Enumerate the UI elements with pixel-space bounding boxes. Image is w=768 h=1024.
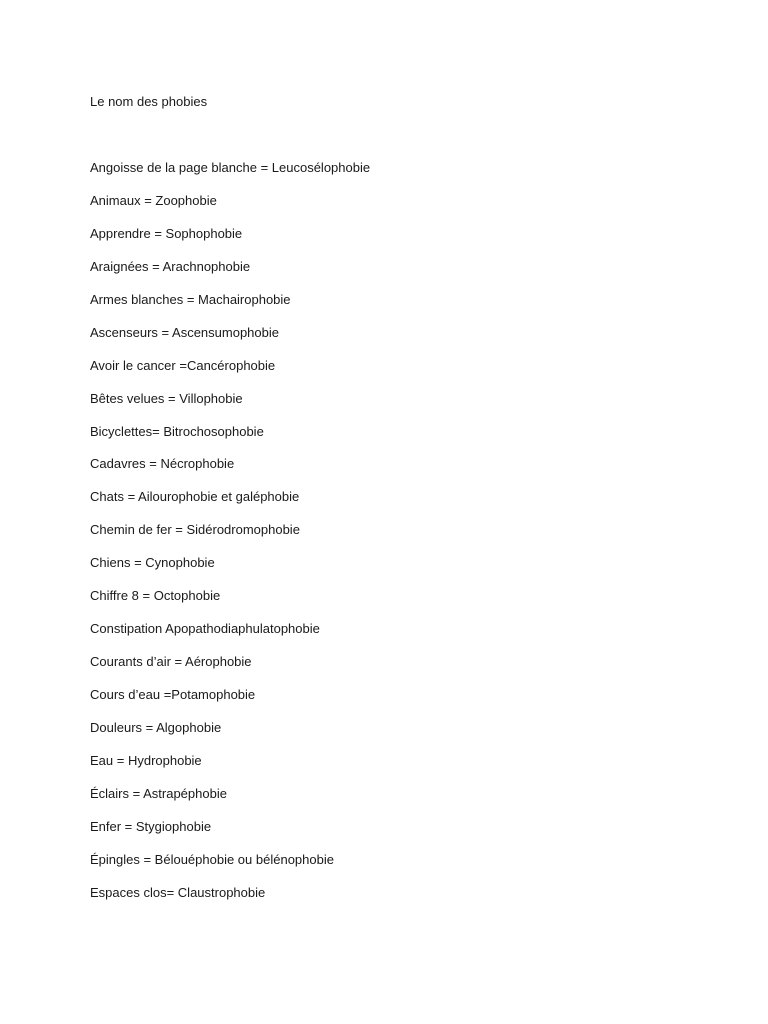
list-item: Chiffre 8 = Octophobie: [90, 588, 221, 604]
list-item: Animaux = Zoophobie: [90, 192, 217, 208]
list-item: Cours d’eau =Potamophobie: [90, 687, 256, 702]
list-item: Araignées = Arachnophobie: [90, 258, 251, 274]
list-item: Avoir le cancer =Cancérophobie: [90, 357, 276, 373]
list-item: Chiens = Cynophobie: [90, 555, 215, 571]
list-item: Angoisse de la page blanche = Leucosélophobie: [90, 160, 371, 175]
list-item: Épingles = Bélouéphobie ou bélénophobie: [90, 851, 334, 867]
list-item: Eau = Hydrophobie: [90, 752, 202, 768]
list-item: Douleurs = Algophobie: [90, 719, 222, 735]
list-item: Espaces clos= Claustrophobie: [90, 884, 266, 900]
list-item: Chats = Ailourophobie et galéphobie: [90, 489, 300, 505]
list-item: Apprendre = Sophophobie: [90, 225, 243, 241]
list-item: Armes blanches = Machairophobie: [90, 291, 291, 307]
list-item: Cadavres = Nécrophobie: [90, 456, 235, 472]
list-item: Constipation Apopathodiaphulatophobie: [90, 621, 320, 637]
list-item: Enfer = Stygiophobie: [90, 818, 212, 834]
phobia-list: [90, 159, 370, 917]
list-item: Bicyclettes= Bitrochosophobie: [90, 423, 264, 439]
list-item: Courants d’air = Aérophobie: [90, 654, 252, 670]
document-title: Le nom des phobies: [90, 94, 208, 109]
list-item: Éclairs = Astrapéphobie: [90, 785, 227, 801]
list-item: Ascenseurs = Ascensumophobie: [90, 324, 279, 340]
list-item: Chemin de fer = Sidérodromophobie: [90, 522, 300, 538]
list-item: Bêtes velues = Villophobie: [90, 390, 243, 406]
